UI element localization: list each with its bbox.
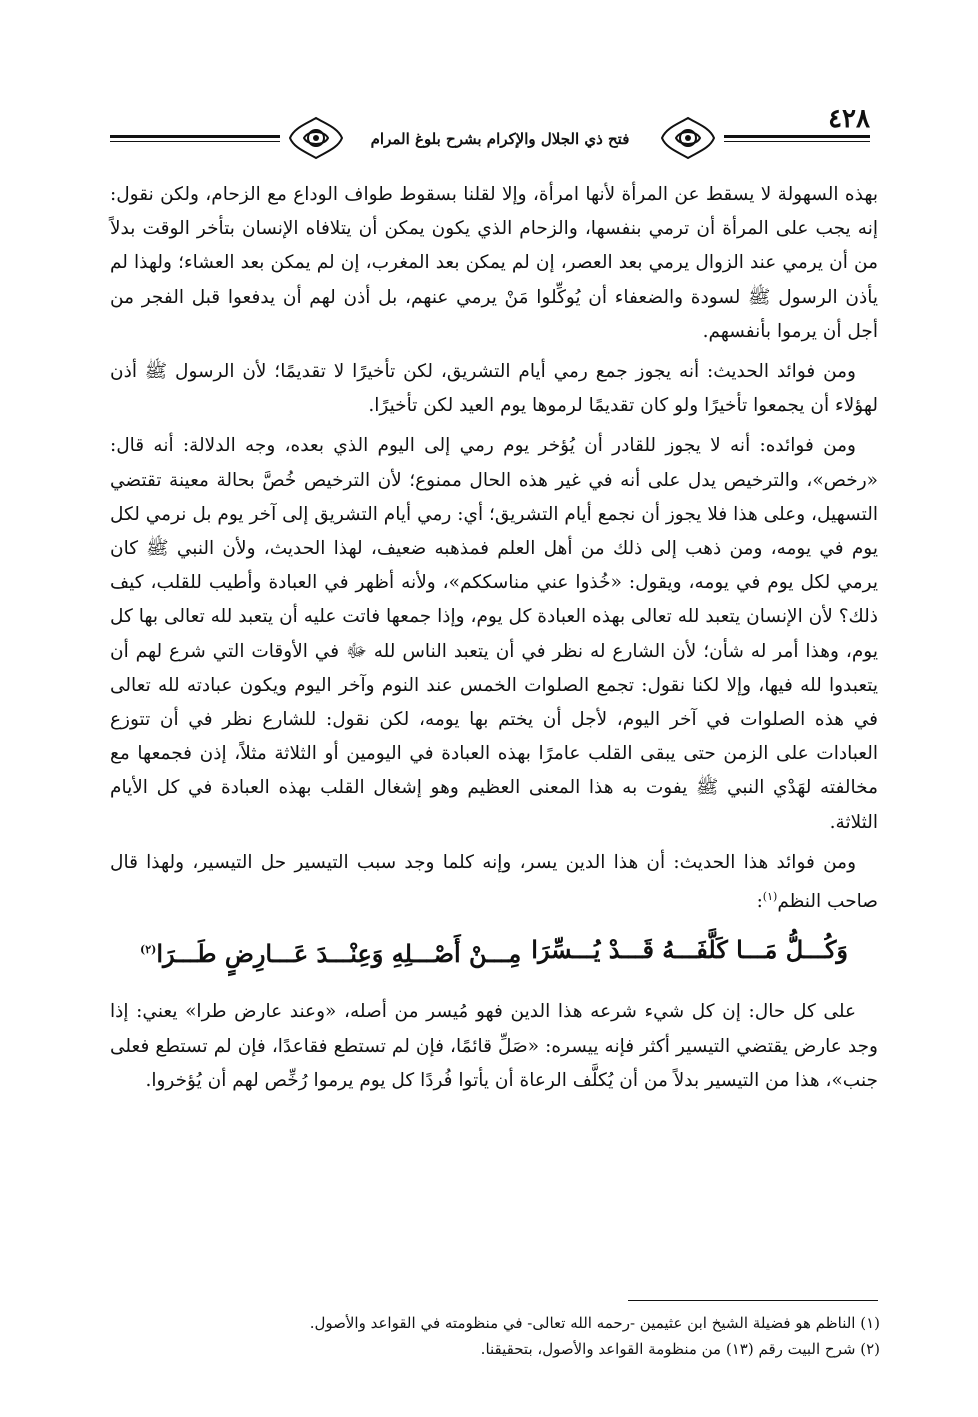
paragraph	[110, 846, 878, 920]
poem-second-hemistich	[140, 933, 521, 971]
paragraph: بهذه السهولة لا يسقط عن المرأة لأنها امرأة، وإلا لقلنا بسقوط طواف الوداع مع الزحام، ولكن نقول: إنه يجب على المرأة أن ترمي بنفسها، والزحام الذي يكون يمكن أن يتلافاه الإنسان بتأخر الوقت بدلاً من أن يرمي عند الزوال يرمي بعد العصر، إن لم يمكن بعد المغرب، إن لم يمكن بعد العشاء؛ ولهذا لم يأذن الرسول ﷺ لسودة والضعفاء أن يُوكِّلوا مَنْ يرمي عنهم، بل أذن لهم أن يدفعوا قبل الفجر من أجل أن يرموا بأنفسهم.	[110, 184, 878, 342]
poem-verse	[110, 927, 878, 975]
main-text	[110, 178, 878, 1098]
header-rule-left	[110, 135, 280, 138]
paragraph: على كل حال: إن كل شيء شرعه هذا الدين فهو مُيسر من أصله، «وعند عارض طرا» يعني: إذا وجد عارض يقتضي التيسير أكثر فإنه ييسره: «صَلِّ قائمًا، فإن لم تستطع فقاعدًا، فإن لم تستطع فعلى جنب»، هذا من التيسير بدلاً من أن يُكلَّف الرعاة أن يأتوا فُردًا كل يوم يرموا رُخِّص لهم أن يُؤخروا.	[110, 1001, 878, 1091]
page-number: ٤٢٨	[828, 104, 870, 134]
footnote-mark: (١)	[762, 890, 778, 904]
paragraph: ومن فوائده: أنه لا يجوز للقادر أن يُؤخر يوم رمي إلى اليوم الذي بعده، وجه الدلالة: أنه قال: «رخص»، والترخيص يدل على أنه في غير هذه الحال ممنوع؛ لأن الترخيص خُصَّ بحالة معينة تقتضي التسهيل، وعلى هذا فلا يجوز أن نجمع أيام التشريق؛ أي: رمي أيام التشريق إلى آخر يوم بل نرمي لكل يوم في يومه، ومن ذهب إلى ذلك من أهل العلم فمذهبه ضعيف، لهذا الحديث، ولأن النبي ﷺ كان يرمي لكل يوم في يومه، ويقول: «خُذوا عني مناسككم»، ولأنه أظهر في العبادة وأطيب للقلب، كيف ذلك؟ لأن الإنسان يتعبد لله تعالى بهذه العبادة كل يوم، وإذا جمعها فاتت عليه أن يتعبد لله تعالى بها كل يوم، وهذا أمر له شأن؛ لأن الشارع له نظر في أن يتعبد الناس لله ﷻ في الأوقات التي شرع لهم أن يتعبدوا لله فيها، وإلا لكنا نقول: تجمع الصلوات الخمس عند النوم وآخر اليوم ويكون عبادته لله تعالى في هذه الصلوات في آخر اليوم، لأجل أن يختم بها يومه، لكن نقول: للشارع نظر في أن تتوزع العبادات على الزمن حتى يبقى القلب عامرًا بهذه العبادة في اليومين أو الثلاثة مثلاً، إذن فجمعها مع مخالفته لهَدْي النبي ﷺ يفوت به هذا المعنى العظيم وهو إشغال القلب بهذه العبادة في كل الأيام الثلاثة.	[110, 435, 878, 833]
footnote-mark: (٢)	[140, 943, 157, 957]
left-ornament-icon	[286, 114, 346, 162]
header-rule-right	[724, 135, 870, 138]
footnotes	[110, 1310, 880, 1362]
footnote-item: (٢) شرح البيت رقم (١٣) من منظومة القواعد والأصول، بتحقيقنا.	[480, 1340, 880, 1358]
footnote-divider	[628, 1300, 878, 1301]
poem-second-hemistich-text: مِـــنْ أَصْـــلِهِ وَعِنْـــدَ عَـــارِضٍ طَـــرَا	[156, 939, 522, 969]
header-rule-right-thin	[724, 141, 870, 142]
poem-first-hemistich: وَكُـــلُّ مَـــا كَلَّفَـــهُ قَـــدْ يُـــسِّرَا	[531, 935, 848, 965]
page-header	[110, 104, 870, 168]
paragraph: ومن فوائد الحديث: أنه يجوز جمع رمي أيام التشريق، لكن تأخيرًا لا تقديمًا؛ لأن الرسول ﷺ أذن لهؤلاء أن يجمعوا تأخيرًا ولو كان تقديمًا لرموها يوم العيد لكن تأخيرًا.	[110, 361, 878, 417]
right-ornament-icon	[658, 114, 718, 162]
header-rule-left-thin	[110, 141, 280, 142]
paragraph-colon: :	[756, 891, 763, 913]
book-title: فتح ذي الجلال والإكرام بشرح بلوغ المرام	[370, 130, 630, 148]
paragraph-text: ومن فوائد هذا الحديث: أن هذا الدين يسر، وإنه كلما وجد سبب التيسير حل التيسير، ولهذا قال صاحب النظم	[110, 851, 878, 913]
footnote-item: (١) الناظم هو فضيلة الشيخ ابن عثيمين -رحمه الله تعالى- في منظومته في القواعد والأصول.	[309, 1314, 880, 1332]
